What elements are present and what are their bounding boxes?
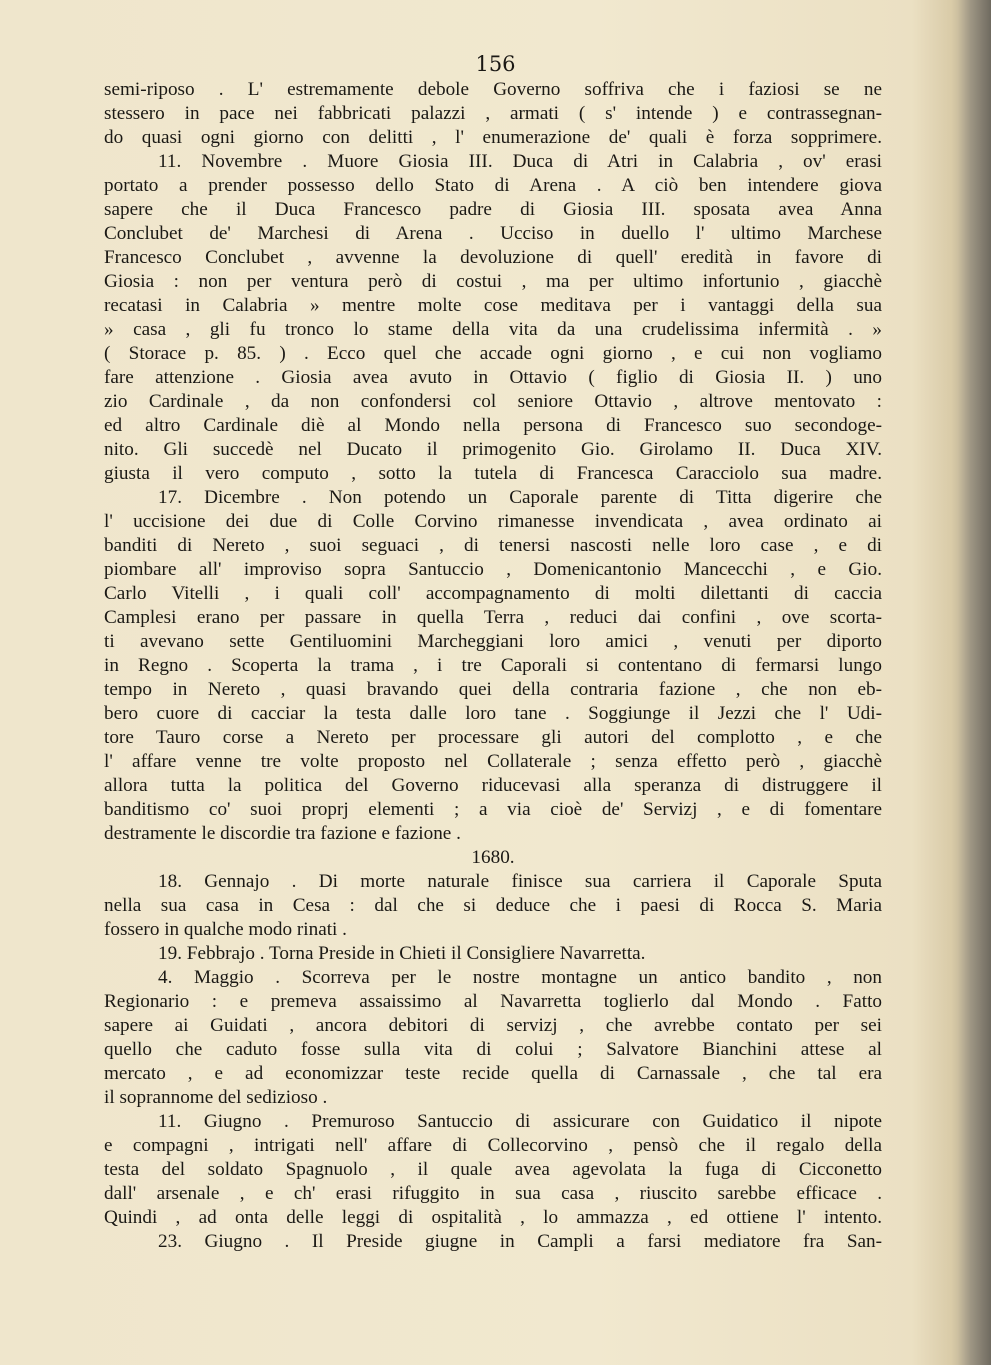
text-line: mercato , e ad economizzar teste recide quella di Carnassale , che tal era bbox=[104, 1063, 882, 1084]
page-edge bbox=[957, 0, 991, 1365]
text-line: l' uccisione dei due di Colle Corvino rimanesse invendicata , avea ordinato ai bbox=[104, 511, 882, 532]
text-line: nito. Gli succedè nel Ducato il primogenito Gio. Girolamo II. Duca XIV. bbox=[104, 439, 882, 460]
page-number: 156 bbox=[475, 52, 516, 76]
text-line: Francesco Conclubet , avvenne la devoluzione di quell' eredità in favore di bbox=[104, 247, 882, 268]
text-line: semi-riposo . L' estremamente debole Governo soffriva che i faziosi se ne bbox=[104, 79, 882, 100]
text-line: 4. Maggio . Scorreva per le nostre montagne un antico bandito , non bbox=[158, 967, 882, 988]
text-line: 11. Novembre . Muore Giosia III. Duca di Atri in Calabria , ov' erasi bbox=[158, 151, 882, 172]
text-line: zio Cardinale , da non confondersi col seniore Ottavio , altrove mentovato : bbox=[104, 391, 882, 412]
body-text bbox=[104, 78, 882, 1254]
text-line: tore Tauro corse a Nereto per processare gli autori del complotto , e che bbox=[104, 727, 882, 748]
text-line: quello che caduto fosse sulla vita di colui ; Salvatore Bianchini attese al bbox=[104, 1039, 882, 1060]
text-line: piombare all' improviso sopra Santuccio , Domenicantonio Mancecchi , e Gio. bbox=[104, 559, 882, 580]
text-line: fossero in qualche modo rinati . bbox=[104, 919, 347, 940]
text-line: giusta il vero computo , sotto la tutela di Francesca Caracciolo sua madre. bbox=[104, 463, 882, 484]
text-line: Regionario : e premeva assaissimo al Navarretta toglierlo dal Mondo . Fatto bbox=[104, 991, 882, 1012]
text-line: bero cuore di cacciar la testa dalle loro tane . Soggiunge il Jezzi che l' Udi- bbox=[104, 703, 882, 724]
text-line: e compagni , intrigati nell' affare di Collecorvino , pensò che il regalo della bbox=[104, 1135, 882, 1156]
text-line: stessero in pace nei fabbricati palazzi , armati ( s' intende ) e contrassegnan- bbox=[104, 103, 882, 124]
text-line: allora tutta la politica del Governo riducevasi alla speranza di distruggere il bbox=[104, 775, 882, 796]
text-line: banditi di Nereto , suoi seguaci , di tenersi nascosti nelle loro case , e di bbox=[104, 535, 882, 556]
text-line: sapere che il Duca Francesco padre di Giosia III. sposata avea Anna bbox=[104, 199, 882, 220]
text-line: in Regno . Scoperta la trama , i tre Caporali si contentano di fermarsi lungo bbox=[104, 655, 882, 676]
text-line: Camplesi erano per passare in quella Terra , reduci dai confini , ove scorta- bbox=[104, 607, 882, 628]
text-line: 23. Giugno . Il Preside giugne in Campli a farsi mediatore fra San- bbox=[158, 1231, 882, 1252]
text-line: banditismo co' suoi proprj elementi ; a via cioè de' Servizj , e di fomentare bbox=[104, 799, 882, 820]
text-line: dall' arsenale , e ch' erasi rifuggito in sua casa , riuscito sarebbe efficace . bbox=[104, 1183, 882, 1204]
text-line: Quindi , ad onta delle leggi di ospitalità , lo ammazza , ed ottiene l' intento. bbox=[104, 1207, 882, 1228]
text-line: 1680. bbox=[471, 847, 515, 868]
text-line: Giosia : non per ventura però di costui , ma per ultimo infortunio , giacchè bbox=[104, 271, 882, 292]
text-line: ed altro Cardinale diè al Mondo nella persona di Francesco suo secondoge- bbox=[104, 415, 882, 436]
text-line: » casa , gli fu tronco lo stame della vita da una crudelissima infermità . » bbox=[104, 319, 882, 340]
text-line: 19. Febbrajo . Torna Preside in Chieti il Consigliere Navarretta. bbox=[158, 943, 646, 964]
text-line: testa del soldato Spagnuolo , il quale avea agevolata la fuga di Cicconetto bbox=[104, 1159, 882, 1180]
text-line: do quasi ogni giorno con delitti , l' enumerazione de' quali è forza sopprimere. bbox=[104, 127, 882, 148]
text-line: 18. Gennajo . Di morte naturale finisce sua carriera il Caporale Sputa bbox=[158, 871, 882, 892]
text-line: ( Storace p. 85. ) . Ecco quel che accade ogni giorno , e cui non vogliamo bbox=[104, 343, 882, 364]
text-line: destramente le discordie tra fazione e fazione . bbox=[104, 823, 461, 844]
text-line: il soprannome del sedizioso . bbox=[104, 1087, 328, 1108]
text-line: 17. Dicembre . Non potendo un Caporale parente di Titta digerire che bbox=[158, 487, 882, 508]
text-line: nella sua casa in Cesa : dal che si deduce che i paesi di Rocca S. Maria bbox=[104, 895, 882, 916]
text-line: Conclubet de' Marchesi di Arena . Ucciso in duello l' ultimo Marchese bbox=[104, 223, 882, 244]
text-line: ti avevano sette Gentiluomini Marcheggiani loro amici , venuti per diporto bbox=[104, 631, 882, 652]
text-line: l' affare venne tre volte proposto nel Collaterale ; senza effetto però , giacchè bbox=[104, 751, 882, 772]
text-line: 11. Giugno . Premuroso Santuccio di assicurare con Guidatico il nipote bbox=[158, 1111, 882, 1132]
text-line: recatasi in Calabria » mentre molte cose meditava per i vantaggi della sua bbox=[104, 295, 882, 316]
text-line: Carlo Vitelli , i quali coll' accompagnamento di molti dilettanti di caccia bbox=[104, 583, 882, 604]
text-line: sapere ai Guidati , ancora debitori di servizj , che avrebbe contato per sei bbox=[104, 1015, 882, 1036]
text-line: tempo in Nereto , quasi bravando quei della contraria fazione , che non eb- bbox=[104, 679, 882, 700]
text-line: fare attenzione . Giosia avea avuto in Ottavio ( figlio di Giosia II. ) uno bbox=[104, 367, 882, 388]
text-line: portato a prender possesso dello Stato di Arena . A ciò ben intendere giova bbox=[104, 175, 882, 196]
